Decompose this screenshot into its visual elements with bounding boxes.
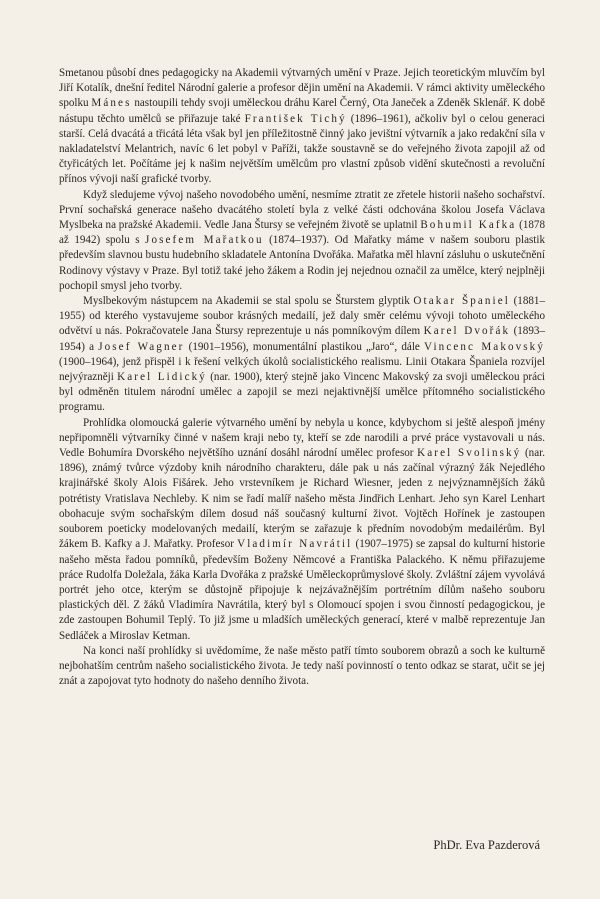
text-run: (1893–1954) a [59,325,545,353]
text-run: (1900–1964), jenž přispěl i k řešení velkých úkolů socialistického realismu. Linii Otakara Španiela rozvíjel nejvýrazněji [59,355,545,384]
paragraph-1 [59,66,545,188]
text-run: Myslbekovým nástupcem na Akademii se stal spolu se Šturstem glyptik [83,295,414,308]
author-signature: PhDr. Eva Pazderová [433,838,540,852]
spaced-name: Otakar Španiel [413,295,510,308]
spaced-name: Vincenc Makovský [424,340,545,353]
spaced-name: Vladimír Navrátil [237,538,353,551]
text-run: (nar. 1900), který stejně jako Vincenc Makovský za svoji uměleckou práci byl odměněn titulem národní umělec a zapojil se mezi nejaktivnější umělce přítomného socialistického programu. [59,371,545,414]
paragraph-4 [59,416,545,644]
text-run: (nar. 1896), známý tvůrce výzdoby knih národního charakteru, dále pak u nás začínal výrazný žák Nejedlého krajinářské školy Alois Fišárek. Jeho vrstevníkem je Richard Wiesner, jeden z nejvýznamnějších žáků potrétisty Vratislava Nechleby. K nim se řadí malíř našeho města Jindřich Lenhart. Jeho syn Karel Lenhart obohacuje svým sochařským dílem dosud náš současný kulturní život. Vojtěch Hořínek je zastoupen souborem poeticky modelovaných medailí, kterým se zařazuje k předním novodobým medailérům. Byl žákem B. Kafky a J. Mařatky. Profesor [59,447,545,551]
spaced-name: Josefem Mařatkou [145,234,264,247]
text-run: (1896–1961), ačkoliv byl o celou generaci starší. Celá dvacátá a třicátá léta však byl jen příležitostně činný jako jevištní výtvarník a jako redakční síla v nakladatelství Melantrich, navíc 6 let pobyl v Paříži, takže soustavně se do veřejného života zapojil až od čtyřicátých let. Počítáme jej k našim největším umělcům pro vlastní způsob vidění skutečnosti a revoluční přínos vývoji naší grafické tvorby. [59,112,545,186]
spaced-name: Karel Dvořák [423,325,511,338]
paragraph-5 [59,644,545,690]
text-run: Když sledujeme vývoj našeho novodobého umění, nesmíme ztratit ze zřetele historii našeho sochařství. První sochařská generace našeho dvacátého století byla z velké části odchována školou Josefa Václava Myslbeka na pražské Akademii. Vedle Jana Štursy se veřejném životě se uplatnil [59,188,545,232]
text-run: (1907–1975) se zapsal do kulturní historie našeho města řadou pomníků, především Boženy Němcové a Františka Palackého. K němu přiřazujeme práce Rudolfa Doležala, žáka Karla Dvořáka z pražské Uměleckoprůmyslové školy. Zvláštní zájem vyvolává portrét jeho otce, kterým se důstojně připojuje k nejzávažnějším portrétním dílům našeho souboru plastických děl. Z žáků Vladimíra Navrátila, který byl s Olomoucí spojen i svou činností pedagogickou, je zde zastoupen Bohumil Teplý. To již jsme u mladších uměleckých generací, které v malbě reprezentuje Jan Sedláček a Miroslav Ketman. [59,538,545,642]
text-run: nastoupili tehdy svoji uměleckou dráhu Karel Černý, Ota Janeček a Zdeněk Sklenář. K době nástupu těchto umělců se přiřazuje také [59,97,545,125]
spaced-name: Josef Wagner [98,340,185,353]
spaced-name: Karel Lidický [117,371,207,384]
body-text [59,66,545,689]
spaced-name: Karel Svolinský [417,447,522,460]
spaced-name: František Tichý [244,112,347,125]
paragraph-2 [59,188,545,294]
text-run: Na konci naší prohlídky si uvědomíme, že naše město patří tímto souborem obrazů a soch ke kulturně nejbohatším centrům našeho socialistického života. Je tedy naší povinností o tento odkaz se starat, učit se jej znát a zapojovat tyto hodnoty do našeho denního života. [59,644,545,688]
text-run: Smetanou působí dnes pedagogicky na Akademii výtvarných umění v Praze. Jejich teoretickým mluvčím byl Jiří Kotalík, dnešní ředitel Národní galerie a profesor dějin umění na Akademii. V rámci aktivity uměleckého spolku [59,67,545,110]
spaced-name: Bohumil Kafka [420,219,517,232]
text-run: (1878 až 1942) spolu s [59,219,546,247]
text-run: (1874–1937). Od Mařatky máme v našem souboru plastik především slavnou bustu hudebního skladatele Antonína Dvořáka. Mařatka měl hlavní zásluhu o uskutečnění Rodinovy výstavy v Praze. Byl totiž také jeho žákem a Rodin jej nejednou označil za umělce, který nejplněji pochopil smysl jeho tvorby. [59,234,546,292]
spaced-name: Mánes [91,97,132,110]
paragraph-3 [59,294,545,416]
text-run: (1881–1955) od kterého vystavujeme soubor krásných medailí, jež daly směr celému vývoji tohoto uměleckého odvětví u nás. Pokračovatele Jana Štursy reprezentuje u nás pomníkovým dílem [59,295,546,338]
text-run: Prohlídka olomoucká galerie výtvarného umění by nebyla u konce, kdybychom si ještě alespoň jmény nepřipomněli výtvarníky činné v našem kraji nebo ty, kteří se zde narodili a prvé práce vystavovali u nás. Vedle Bohumíra Dvorského největšího uznání dosáhl národní umělec profesor [59,416,545,460]
text-run: (1901–1956), monumentální plastikou „Jaro“, dále [184,340,425,353]
